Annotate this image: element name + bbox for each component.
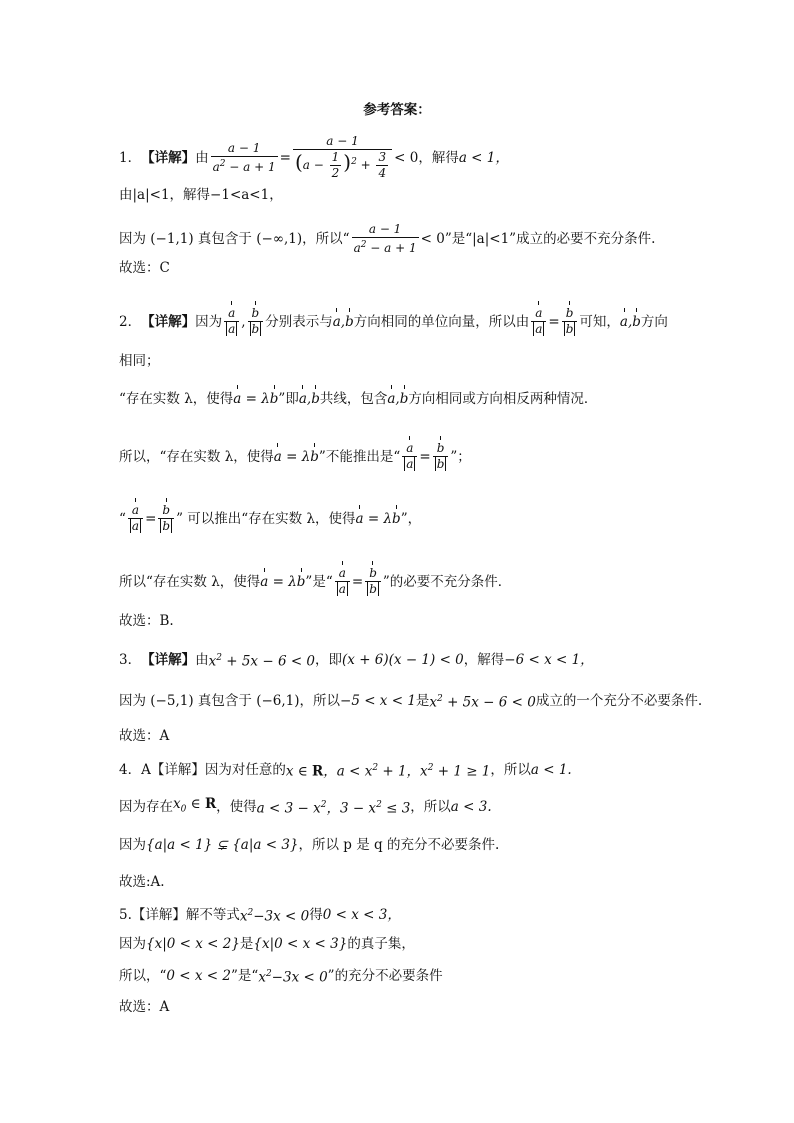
q2-line1: 2． 【详解】 因为 $\frac{a}{a}$ , $\frac{b}{b}$ 分别表示与 a,b 方向相同的单位向量，所以由 $\frac{a}{a}$ = $\frac{b}{b}$ 可知， a,b 方向: [119, 306, 668, 336]
q2-line5: “ $\frac{a}{a}$ = $\frac{b}{b}$ ” 可以推出“存在实数 λ，使得 a = λb ”，: [119, 503, 422, 533]
q1-line3: 因为 (−1,1) 真包含于 (−∞,1)，所以“ $\frac{a - 1}{a^2 - a + 1}$ < 0 ”是“|a|<1”成立的必要不充分条件.: [119, 222, 656, 255]
q5-line2: 因为 {x|0 < x < 2} 是 {x|0 < x < 3} 的真子集，: [119, 936, 415, 952]
q1-answer: 故选：C: [119, 260, 170, 276]
q1-line1: 1． 【详解】 由 $\frac{a - 1}{a^2 - a + 1}$ = a − 1 (a − $\frac{1}{2}$ )$^2$ + $\frac{3}{4}$ < 0 ，解得 a < 1，: [119, 134, 509, 180]
q3-line1: 3． 【详解】 由 $x^2 + 5x - 6 < 0$ ，即 (x + 6)(x − 1) < 0 ，解得 −6 < x < 1，: [119, 651, 594, 670]
q2-answer: 故选：B.: [119, 613, 174, 629]
q2-line2: 相同；: [119, 353, 160, 369]
q4-line1: 4． A【详解】因为对任意的 x ∈ R，$a < x^2 + 1$，$x^2 + 1 \ge 1$ ，所以 a < 1.: [119, 761, 572, 780]
q5-answer: 故选：A: [119, 999, 170, 1015]
q3-line2: 因为 (−5,1) 真包含于 (−6,1)，所以 −5 < x < 1 是 $x^2 + 5x - 6 < 0$ 成立的一个充分不必要条件.: [119, 692, 703, 711]
q4-line3: 因为 {a|a < 1} ⊊ {a|a < 3} ，所以 p 是 q 的充分不必要条件.: [119, 837, 500, 853]
q5-line1: 5.【详解】解不等式 $x^2-3x < 0$ 得 0 < x < 3，: [119, 906, 401, 925]
q4-line2: 因为存在 $x_0$ ∈ R ，使得 $a < 3 - x^2$，$3 - x^2 \le 3$ ，所以 a < 3.: [119, 796, 492, 817]
q2-line3: “存在实数 λ，使得 a = λb ”即 a,b 共线，包含 a,b 方向相同或方向相反两种情况．: [119, 391, 598, 407]
page-title: 参考答案：: [363, 102, 431, 118]
q2-line4: 所以，“存在实数 λ，使得 a = λb ”不能推出是“ $\frac{a}{a}$ = $\frac{b}{b}$ ”；: [119, 441, 471, 471]
q4-answer: 故选:A.: [119, 874, 165, 890]
q1-line2: 由|a|<1，解得−1<a<1，: [119, 187, 283, 203]
q2-line6: 所以“存在实数 λ，使得 a = λb ”是“ $\frac{a}{a}$ = $\frac{b}{b}$ ”的必要不充分条件．: [119, 566, 512, 596]
q3-answer: 故选：A: [119, 728, 170, 744]
q5-line3: 所以，“ 0 < x < 2 ”是“ $x^2-3x < 0$ ”的充分不必要条件: [119, 967, 443, 986]
